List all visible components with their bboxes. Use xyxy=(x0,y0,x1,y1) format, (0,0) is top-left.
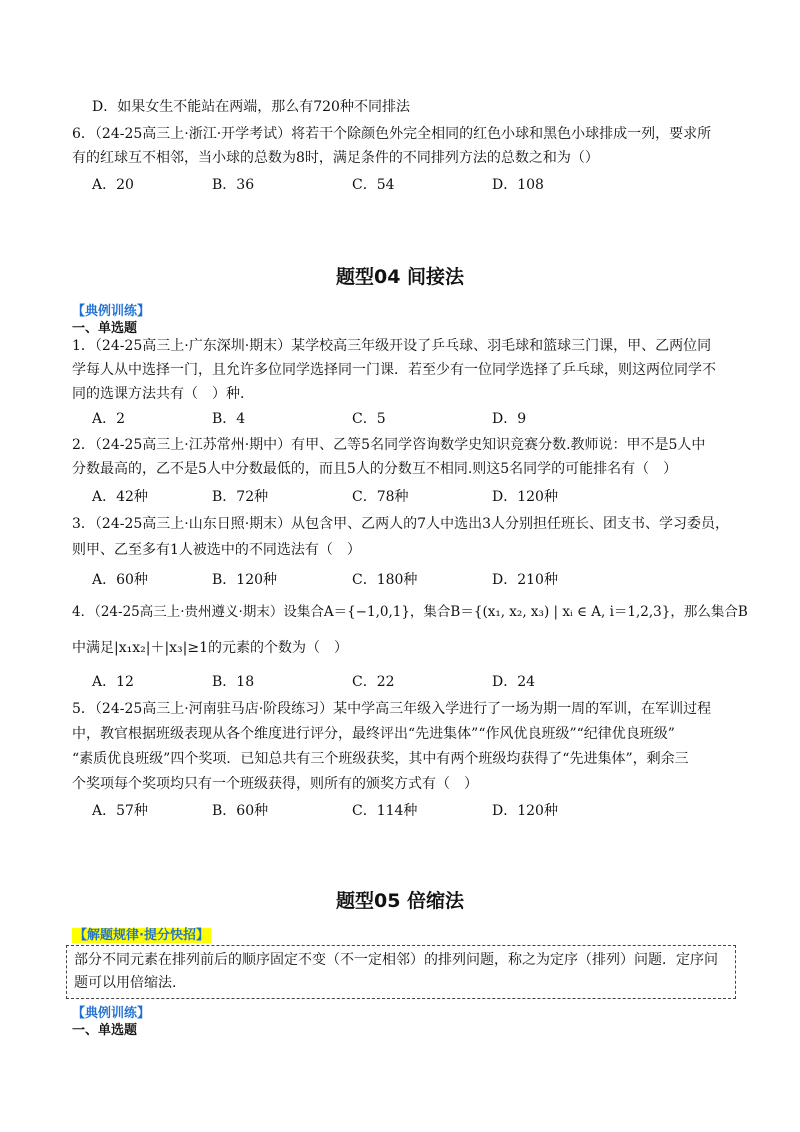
question-2-line-2: 分数最高的，乙不是5人中分数最低的，而且5人的分数互不相同.则这5名同学的可能排名有（ ） xyxy=(72,461,678,477)
option-c: C．22 xyxy=(352,674,395,690)
option-a: A．42种 xyxy=(92,489,148,505)
option-d: D．120种 xyxy=(492,803,558,819)
question-6-line-1: 6．（24-25高三上·浙江·开学考试）将若干个除颜色外完全相同的红色小球和黑色小球排成一列，要求所 xyxy=(72,126,712,142)
question-4-line-2: 中满足|x₁x₂|＋|x₃|≥1的元素的个数为（ ） xyxy=(72,640,349,656)
option-a: A．60种 xyxy=(92,572,148,588)
section-05-title: 题型05 倍缩法 xyxy=(335,890,465,912)
option-b: B．4 xyxy=(212,411,246,427)
tip-box xyxy=(66,945,736,999)
tip-tag-label: 【解题规律·提分快招】 xyxy=(74,928,209,943)
option-b: B．120种 xyxy=(212,572,278,588)
option-d: D．120种 xyxy=(492,489,558,505)
tip-text: 部分不同元素在排列前后的顺序固定不变（不一定相邻）的排列问题，称之为定序（排列）问题．定序问题可以用倍缩法. xyxy=(74,952,718,991)
option-b: B．36 xyxy=(212,177,255,193)
option-c: C．78种 xyxy=(352,489,409,505)
option-c: C．5 xyxy=(352,411,386,427)
question-6-line-2: 有的红球互不相邻，当小球的总数为8时，满足条件的不同排列方法的总数之和为（） xyxy=(72,150,599,166)
question-4-line-1: 4．（24-25高三上·贵州遵义·期末）设集合A＝{−1,0,1}，集合B＝{(x₁, x₂, x₃) | xᵢ ∈ A, i＝1,2,3}，那么集合B xyxy=(72,604,748,620)
section-04-example-tag: 【典例训练】 xyxy=(72,304,151,319)
question-2-line-1: 2．（24-25高三上·江苏常州·期中）有甲、乙等5名同学咨询数学史知识竞赛分数.教师说：甲不是5人中 xyxy=(72,437,706,453)
option-c: C．54 xyxy=(352,177,395,193)
section-05-subheading: 一、单选题 xyxy=(72,1023,138,1038)
option-a: A．20 xyxy=(92,177,134,193)
question-5-line-4: 个奖项每个奖项均只有一个班级获得，则所有的颁奖方式有（ ） xyxy=(72,776,478,792)
option-a: A．2 xyxy=(92,411,126,427)
option-c: C．180种 xyxy=(352,572,418,588)
option-d: D．210种 xyxy=(492,572,558,588)
option-a: A．12 xyxy=(92,674,134,690)
question-1-line-2: 学每人从中选择一门，且允许多位同学选择同一门课．若至少有一位同学选择了乒乓球，则这两位同学不 xyxy=(72,362,716,378)
question-3-line-2: 则甲、乙至多有1人被选中的不同选法有（ ） xyxy=(72,542,361,558)
option-b: B．72种 xyxy=(212,489,269,505)
section-04-subheading: 一、单选题 xyxy=(72,321,138,336)
option-d: D．108 xyxy=(492,177,544,193)
q5-option-d: D．如果女生不能站在两端，那么有720种不同排法 xyxy=(92,99,410,115)
question-5-line-1: 5．（24-25高三上·河南驻马店·阶段练习）某中学高三年级入学进行了一场为期一周的军训，在军训过程 xyxy=(72,701,712,717)
option-b: B．18 xyxy=(212,674,255,690)
section-05-example-tag: 【典例训练】 xyxy=(72,1006,151,1021)
option-d: D．24 xyxy=(492,674,536,690)
question-1-line-1: 1．（24-25高三上·广东深圳·期末）某学校高三年级开设了乒乓球、羽毛球和篮球三门课，甲、乙两位同 xyxy=(72,338,712,354)
option-b: B．60种 xyxy=(212,803,269,819)
question-5-line-3: “素质优良班级”四个奖项．已知总共有三个班级获奖，其中有两个班级均获得了“先进集体”，剩余三 xyxy=(72,751,689,767)
section-05-tip-tag xyxy=(72,924,211,943)
section-04-title: 题型04 间接法 xyxy=(335,266,465,288)
question-1-line-3: 同的选课方法共有（ ）种． xyxy=(72,386,254,402)
question-3-line-1: 3．（24-25高三上·山东日照·期末）从包含甲、乙两人的7人中选出3人分别担任班长、团支书、学习委员， xyxy=(72,516,729,532)
question-5-line-2: 中，教官根据班级表现从各个维度进行评分，最终评出“先进集体”“作风优良班级”“纪律优良班级” xyxy=(72,726,675,742)
option-d: D．9 xyxy=(492,411,527,427)
option-c: C．114种 xyxy=(352,803,418,819)
option-a: A．57种 xyxy=(92,803,148,819)
